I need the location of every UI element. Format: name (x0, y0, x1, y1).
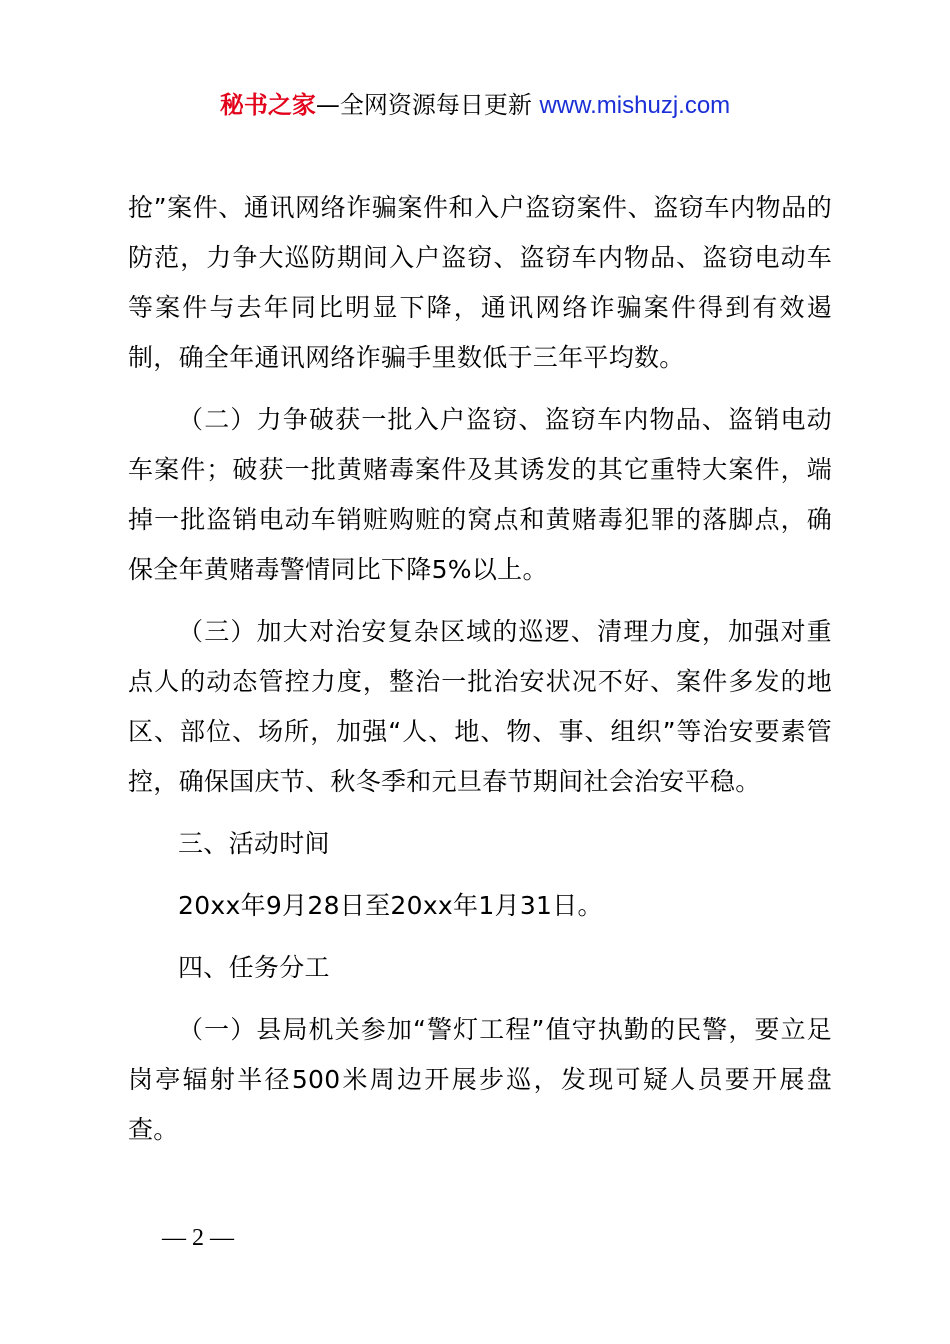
activity-time-range: 20xx年9月28日至20xx年1月31日。 (178, 891, 603, 920)
site-header (0, 88, 950, 123)
paragraph-continued: 抢”案件、通讯网络诈骗案件和入户盗窃案件、盗窃车内物品的防范，力争大巡防期间入户盗窃、盗窃车内物品、盗窃电动车等案件与去年同比明显下降，通讯网络诈骗案件得到有效遏制，确全年通讯网络诈骗手里数低于三年平均数。 (128, 193, 832, 372)
paragraph-task-1: （一）县局机关参加“警灯工程”值守执勤的民警，要立足岗亭辐射半径500米周边开展步巡，发现可疑人员要开展盘查。 (128, 1015, 832, 1144)
document-body (128, 183, 832, 1155)
page-number: — 2 — (162, 1225, 234, 1251)
paragraph-item-2: （二）力争破获一批入户盗窃、盗窃车内物品、盗销电动车案件；破获一批黄赌毒案件及其诱发的其它重特大案件，端掉一批盗销电动车销赃购赃的窝点和黄赌毒犯罪的落脚点，确保全年黄赌毒警情同比下降5%以上。 (128, 405, 832, 584)
site-url-link[interactable]: www.mishuzj.com (539, 92, 731, 119)
header-tagline: —全网资源每日更新 (315, 91, 540, 119)
paragraph-item-3: （三）加大对治安复杂区域的巡逻、清理力度，加强对重点人的动态管控力度，整治一批治安状况不好、案件多发的地区、部位、场所，加强“人、地、物、事、组织”等治安要素管控，确保国庆节、秋冬季和元旦春节期间社会治安平稳。 (128, 617, 832, 796)
brand-name: 秘书之家 (219, 91, 316, 119)
section-heading-activity-time: 三、活动时间 (178, 829, 330, 858)
section-heading-task-division: 四、任务分工 (178, 953, 330, 982)
